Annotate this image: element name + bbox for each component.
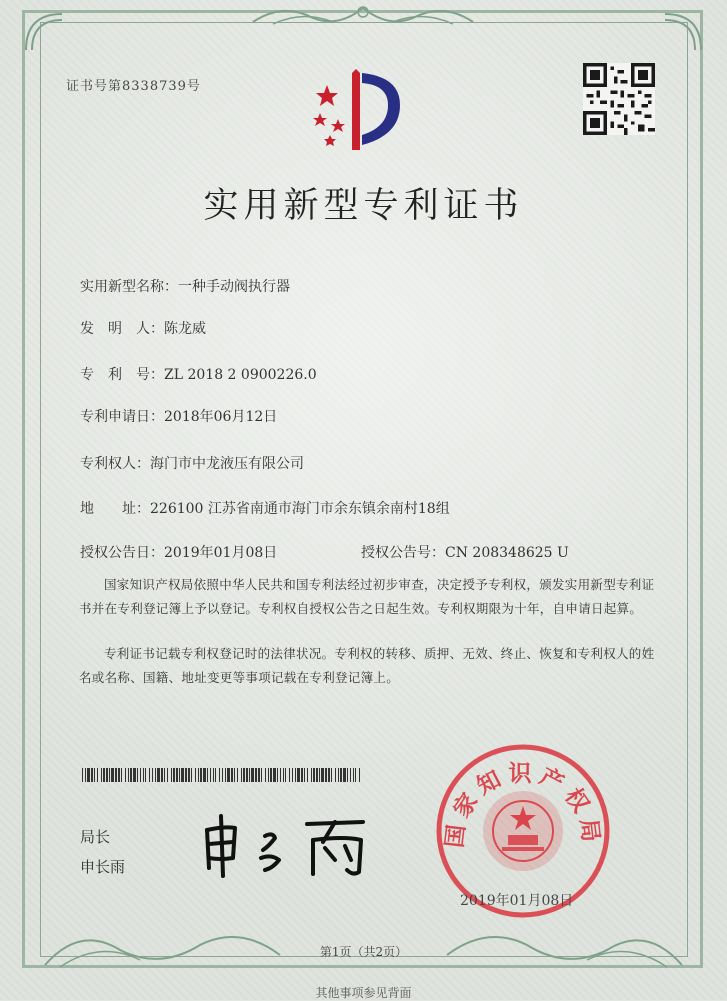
certificate-title: 实用新型专利证书 xyxy=(203,186,524,226)
inventor-row xyxy=(80,318,206,338)
barcode-icon xyxy=(82,768,362,782)
director-name: 申长雨 xyxy=(80,858,126,876)
patentee-row xyxy=(80,453,304,473)
filing-date-value: 2018年06月12日 xyxy=(164,409,278,425)
address-row xyxy=(80,498,450,518)
model-name-label: 实用新型名称： xyxy=(80,279,178,295)
patent-number-row xyxy=(80,364,317,384)
legal-paragraph-1: 国家知识产权局依照中华人民共和国专利法经过初步审查，决定授予专利权，颁发实用新型专利证书并在专利登记簿上予以登记。专利权自授权公告之日起生效。专利权期限为十年，自申请日起算。 xyxy=(79,577,655,616)
director-signature-icon xyxy=(195,810,375,880)
model-name-row xyxy=(80,276,290,296)
grant-number-row xyxy=(361,542,569,562)
page-info: 第1页（共2页） xyxy=(319,945,408,959)
address-label: 地 址： xyxy=(80,501,150,517)
director-title: 局长 xyxy=(80,828,111,846)
address-value: 226100 江苏省南通市海门市余东镇余南村18组 xyxy=(150,501,450,517)
patent-number-label: 专 利 号： xyxy=(80,367,164,383)
seal-text: 国家知识产权局 xyxy=(441,761,605,850)
model-name-value: 一种手动阀执行器 xyxy=(178,279,290,295)
corner-ornament-icon xyxy=(24,12,64,52)
filing-date-label: 专利申请日： xyxy=(80,409,164,425)
grant-date-value: 2019年01月08日 xyxy=(164,545,278,561)
corner-ornament-icon xyxy=(663,12,703,52)
patentee-value: 海门市中龙液压有限公司 xyxy=(150,456,304,472)
grant-date-row xyxy=(80,542,277,562)
qr-code-icon xyxy=(583,63,655,135)
filing-date-row xyxy=(80,406,277,426)
footer-note: 其他事项参见背面 xyxy=(315,986,412,1000)
seal-date: 2019年01月08日 xyxy=(460,893,574,909)
grant-number-label: 授权公告号： xyxy=(361,545,445,561)
patent-number-value: ZL 2018 2 0900226.0 xyxy=(164,367,317,383)
grant-number-value: CN 208348625 U xyxy=(445,545,569,561)
cnipa-logo-icon xyxy=(300,65,410,155)
certificate-number: 证书号第8338739号 xyxy=(66,79,201,94)
legal-paragraph-2: 专利证书记载专利权登记时的法律状况。专利权的转移、质押、无效、终止、恢复和专利权人的姓名或名称、国籍、地址变更等事项记载在专利登记簿上。 xyxy=(79,646,655,685)
grant-date-label: 授权公告日： xyxy=(80,545,164,561)
inventor-value: 陈龙威 xyxy=(164,321,206,337)
patentee-label: 专利权人： xyxy=(80,456,150,472)
inventor-label: 发 明 人： xyxy=(80,321,164,337)
top-ornament-icon xyxy=(243,0,483,30)
